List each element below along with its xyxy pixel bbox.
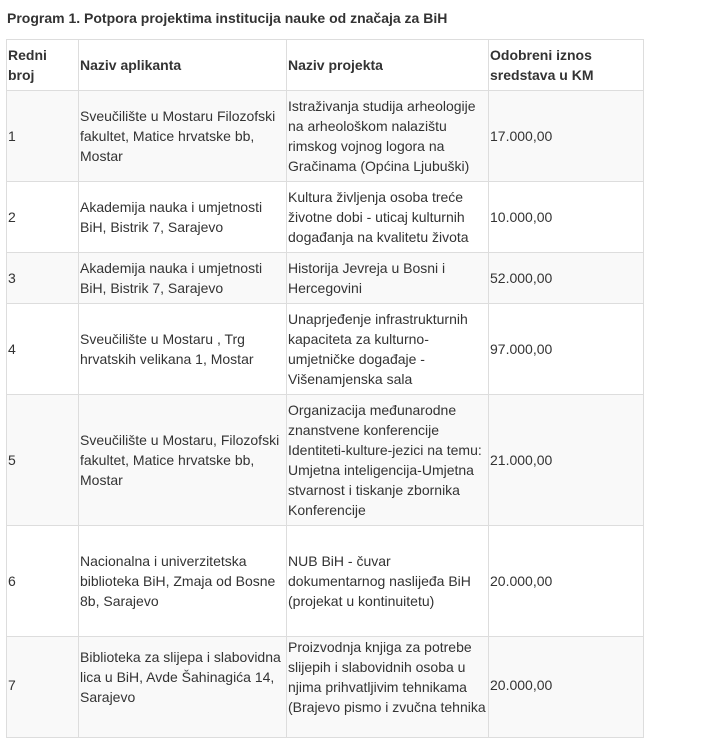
header-naziv-projekta: Naziv projekta [287,40,489,91]
table-row [7,526,644,637]
table-row [7,637,644,738]
table-row [7,91,644,182]
table-row [7,253,644,304]
cell-odobreni-iznos: 52.000,00 [489,253,644,304]
cell-odobreni-iznos: 21.000,00 [489,395,644,526]
table-row [7,395,644,526]
cell-text: Proizvodnja knjiga za potrebe slijepih i slabovidnih osoba u njima prihvatljivim tehnikama (Brajevo pismo i zvučna tehnika [288,639,486,715]
header-odobreni-iznos: Odobreni iznos sredstava u KM [489,40,644,91]
header-naziv-aplikanta: Naziv aplikanta [79,40,287,91]
cell-naziv-aplikanta: Nacionalna i univerzitetska biblioteka BiH, Zmaja od Bosne 8b, Sarajevo [79,526,287,637]
cell-naziv-aplikanta: Sveučilište u Mostaru, Filozofski fakultet, Matice hrvatske bb, Mostar [79,395,287,526]
cell-naziv-projekta: NUB BiH - čuvar dokumentarnog naslijeđa BiH (projekat u kontinuitetu) [287,526,489,637]
cell-redni-broj: 1 [7,91,79,182]
cell-naziv-aplikanta: Sveučilište u Mostaru Filozofski fakultet, Matice hrvatske bb, Mostar [79,91,287,182]
cell-text: Biblioteka za slijepa i slabovidna lica u BiH, Avde Šahinagića 14, Sarajevo [80,649,281,705]
cell-redni-broj: 5 [7,395,79,526]
header-row [7,40,644,91]
cell-naziv-aplikanta: Sveučilište u Mostaru , Trg hrvatskih velikana 1, Mostar [79,304,287,395]
table-header [7,40,644,91]
cell-redni-broj [7,637,79,738]
cell-redni-broj: 3 [7,253,79,304]
page-title: Program 1. Potpora projektima institucija nauke od značaja za BiH [7,10,448,26]
table-row [7,182,644,253]
cell-redni-broj: 2 [7,182,79,253]
cell-naziv-projekta: Kultura življenja osoba treće životne dobi - uticaj kulturnih događanja na kvalitetu života [287,182,489,253]
cell-naziv-aplikanta: Akademija nauka i umjetnosti BiH, Bistrik 7, Sarajevo [79,182,287,253]
cell-naziv-projekta: Historija Jevreja u Bosni i Hercegovini [287,253,489,304]
cell-odobreni-iznos: 20.000,00 [489,526,644,637]
cell-odobreni-iznos: 17.000,00 [489,91,644,182]
table-row [7,304,644,395]
header-redni-broj: Redni broj [7,40,79,91]
cell-odobreni-iznos [489,637,644,738]
cell-odobreni-iznos: 97.000,00 [489,304,644,395]
cell-naziv-projekta: Istraživanja studija arheologije na arheološkom nalazištu rimskog vojnog logora na Gračinama (Općina Ljubuški) [287,91,489,182]
cell-redni-broj: 4 [7,304,79,395]
grants-table [6,39,644,738]
cell-naziv-aplikanta [79,637,287,738]
cell-text: 20.000,00 [490,677,553,693]
cell-naziv-projekta [287,637,489,738]
cell-naziv-projekta: Organizacija međunarodne znanstvene konferencije Identiteti-kulture-jezici na temu: Umjetna inteligencija-Umjetna stvarnost i tiskanje zbornika Konferencije [287,395,489,526]
cell-naziv-projekta: Unaprjeđenje infrastrukturnih kapaciteta za kulturno-umjetničke događaje - Višenamjenska sala [287,304,489,395]
cell-odobreni-iznos: 10.000,00 [489,182,644,253]
cell-text: 7 [8,677,16,693]
cell-redni-broj: 6 [7,526,79,637]
table-body [7,91,644,738]
cell-naziv-aplikanta: Akademija nauka i umjetnosti BiH, Bistrik 7, Sarajevo [79,253,287,304]
